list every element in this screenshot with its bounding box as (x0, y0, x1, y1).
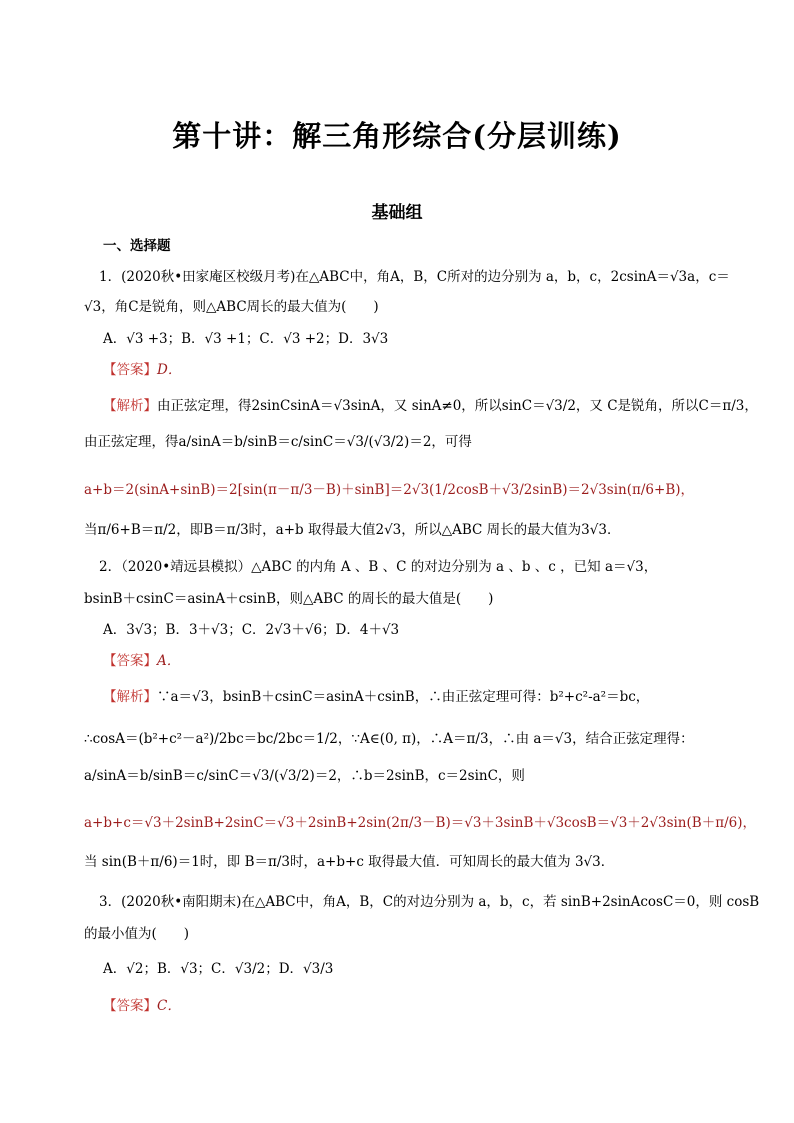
question-3-options: A．√2；B．√3；C．√3/2；D．√3/3 (103, 961, 334, 977)
question-2-answer (103, 652, 180, 670)
question-2-stem-line-2: bsinB＋csinC＝asinA＋csinB，则△ABC 的周长的最大值是( ) (84, 591, 494, 607)
section-subtitle: 基础组 (371, 203, 423, 223)
question-3-stem-line-1: 3．(2020秋•南阳期末)在△ABC中，角A，B，C的对边分别为 a，b，c，若 sinB+2sinAcosC＝0，则 cosB (99, 894, 760, 910)
answer-value: C． (157, 998, 181, 1014)
question-2-analysis-line-3: a/sinA＝b/sinB＝c/sinC＝√3/(√3/2)＝2，∴b＝2sinB，c＝2sinC，则 (84, 768, 525, 784)
question-2-analysis-line-1 (103, 688, 649, 706)
question-1-stem-line-1: 1．(2020秋•田家庵区校级月考)在△ABC中，角A，B，C所对的边分别为 a，b，c，2csinA＝√3a，c＝ (99, 269, 730, 285)
analysis-tag: 【解析】 (103, 689, 157, 705)
answer-value: A． (157, 653, 181, 669)
question-1-analysis-line-4: 当π/6+B＝π/2，即B＝π/3时，a+b 取得最大值2√3，所以△ABC 周长的最大值为3√3． (84, 522, 621, 538)
section-heading: 一、选择题 (103, 238, 171, 254)
answer-tag: 【答案】 (103, 998, 157, 1014)
page-title: 第十讲：解三角形综合(分层训练) (172, 119, 622, 153)
answer-value: D． (157, 362, 182, 378)
question-2-analysis-line-5: 当 sin(B＋π/6)＝1时，即 B＝π/3时，a+b+c 取得最大值．可知周长的最大值为 3√3． (84, 854, 615, 870)
analysis-tag: 【解析】 (103, 398, 157, 414)
question-1-answer (103, 361, 181, 379)
question-2-analysis-line-4: a+b+c＝√3＋2sinB+2sinC＝√3＋2sinB+2sin(2π/3－B)＝√3＋3sinB＋√3cosB＝√3＋2√3sin(B＋π/6)， (84, 815, 756, 831)
question-1-analysis-line-1 (103, 397, 758, 415)
analysis-text: ∵a＝√3，bsinB＋csinC＝asinA＋csinB，∴由正弦定理可得：b²+c²-a²＝bc， (157, 689, 650, 705)
answer-tag: 【答案】 (103, 362, 157, 378)
question-3-stem-line-2: 的最小值为( ) (84, 926, 190, 942)
answer-tag: 【答案】 (103, 653, 157, 669)
question-1-stem-line-2: √3，角C是锐角，则△ABC周长的最大值为( ) (84, 299, 379, 315)
question-1-analysis-line-2: 由正弦定理，得a/sinA＝b/sinB＝c/sinC＝√3/(√3/2)＝2，可得 (84, 434, 472, 450)
question-2-options: A．3√3；B．3＋√3；C．2√3＋√6；D．4＋√3 (103, 622, 400, 638)
analysis-text: 由正弦定理，得2sinCsinA＝√3sinA，又 sinA≠0，所以sinC＝√3/2，又 C是锐角，所以C＝π/3， (157, 398, 758, 414)
question-1-options: A．√3 +3；B．√3 +1；C．√3 +2；D．3√3 (103, 331, 389, 347)
question-2-stem-line-1: 2．（2020•靖远县模拟）△ABC 的内角 A 、B 、C 的对边分别为 a 、b 、c ，已知 a＝√3， (99, 559, 658, 575)
question-2-analysis-line-2: ∴cosA＝(b²+c²－a²)/2bc＝bc/2bc＝1/2，∵A∈(0, π)，∴A＝π/3，∴由 a＝√3，结合正弦定理得： (84, 731, 694, 747)
question-1-analysis-line-3: a+b＝2(sinA+sinB)＝2[sin(π－π/3－B)＋sinB]＝2√3(1/2cosB＋√3/2sinB)＝2√3sin(π/6+B)， (84, 482, 695, 498)
question-3-answer (103, 997, 181, 1015)
